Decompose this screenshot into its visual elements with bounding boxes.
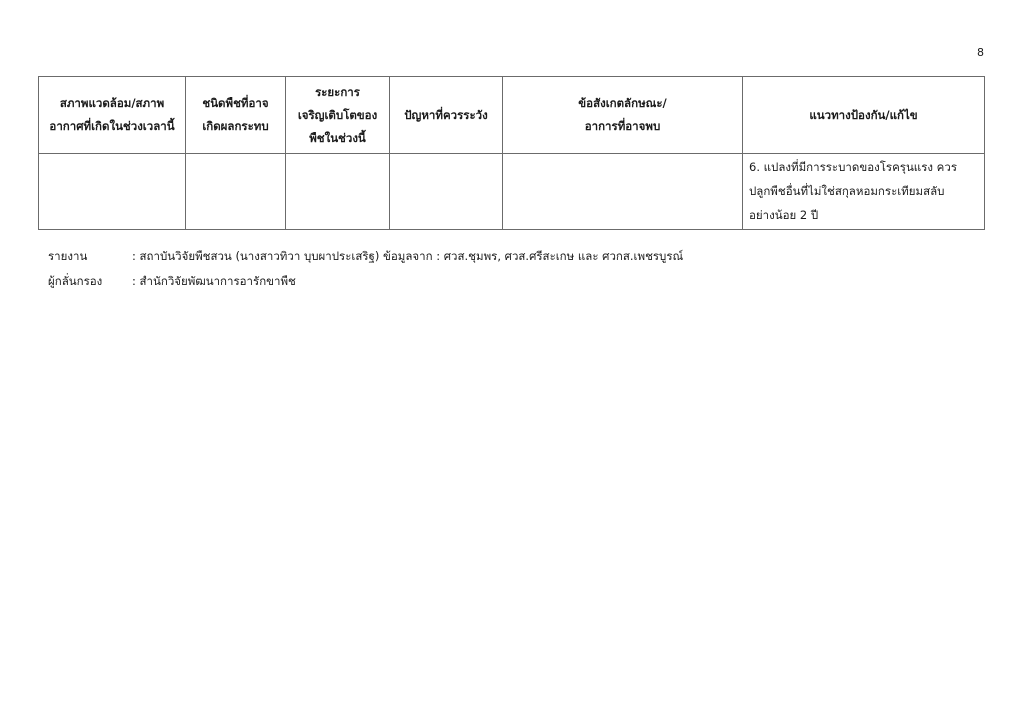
header-symptoms: ข้อสังเกตลักษณะ/ อาการที่อาจพบ: [503, 77, 743, 154]
header-problems: ปัญหาที่ควรระวัง: [390, 77, 503, 154]
screener-note: [48, 269, 683, 294]
reporter-value: : สถาบันวิจัยพืชสวน (นางสาวทิวา บุบผาประเสริฐ) ข้อมูลจาก : ศวส.ชุมพร, ศวส.ศรีสะเกษ และ ศวกส.เพชรบูรณ์: [132, 249, 684, 263]
table-row: [39, 154, 985, 230]
cell-growth-stage: [286, 154, 390, 230]
reporter-note: [48, 244, 683, 269]
cell-affected-crops: [186, 154, 286, 230]
footnotes: [48, 244, 683, 294]
advisory-table: [38, 76, 985, 230]
cell-symptoms: [503, 154, 743, 230]
header-prevention: แนวทางป้องกัน/แก้ไข: [743, 77, 985, 154]
screener-label: ผู้กลั่นกรอง: [48, 274, 103, 288]
screener-value: : สำนักวิจัยพัฒนาการอารักขาพืช: [132, 274, 296, 288]
header-growth-stage: ระยะการ เจริญเติบโตของ พืชในช่วงนี้: [286, 77, 390, 154]
header-affected-crops: ชนิดพืชที่อาจ เกิดผลกระทบ: [186, 77, 286, 154]
cell-environment: [39, 154, 186, 230]
header-environment: สภาพแวดล้อม/สภาพ อากาศที่เกิดในช่วงเวลานี้: [39, 77, 186, 154]
page-number: 8: [977, 46, 984, 59]
cell-prevention: 6. แปลงที่มีการระบาดของโรครุนแรง ควร ปลูกพืชอื่นที่ไม่ใช่สกุลหอมกระเทียมสลับ อย่างน้อย 2 ปี: [743, 154, 985, 230]
table-header-row: [39, 77, 985, 154]
cell-problems: [390, 154, 503, 230]
reporter-label: รายงาน: [48, 249, 88, 263]
